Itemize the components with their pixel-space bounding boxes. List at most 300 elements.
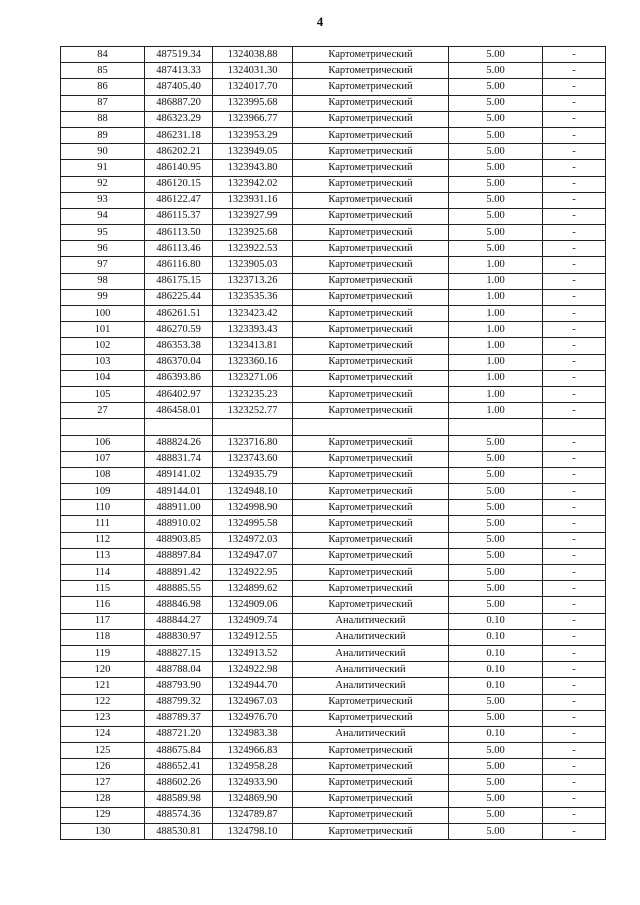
point-number-cell: 101 (61, 322, 145, 338)
table-row (61, 824, 606, 840)
method-cell: Картометрический (293, 322, 449, 338)
note-cell: - (543, 306, 606, 322)
note-cell: - (543, 548, 606, 564)
method-cell: Картометрический (293, 370, 449, 386)
table-row (61, 629, 606, 645)
table-row (61, 678, 606, 694)
accuracy-cell: 1.00 (449, 338, 543, 354)
x-coordinate-cell: 488830.97 (145, 629, 213, 645)
method-cell: Картометрический (293, 548, 449, 564)
point-number-cell: 97 (61, 257, 145, 273)
x-coordinate-cell: 488788.04 (145, 662, 213, 678)
point-number-cell: 94 (61, 208, 145, 224)
note-cell: - (543, 79, 606, 95)
table-row (61, 548, 606, 564)
y-coordinate-cell: 1324899.62 (213, 581, 293, 597)
table-row (61, 192, 606, 208)
point-number-cell: 122 (61, 694, 145, 710)
table-row (61, 47, 606, 63)
y-coordinate-cell: 1323235.23 (213, 386, 293, 402)
accuracy-cell: 5.00 (449, 241, 543, 257)
note-cell: - (543, 565, 606, 581)
method-cell: Картометрический (293, 532, 449, 548)
y-coordinate-cell: 1323943.80 (213, 160, 293, 176)
y-coordinate-cell: 1323922.53 (213, 241, 293, 257)
accuracy-cell: 5.00 (449, 516, 543, 532)
x-coordinate-cell: 488910.02 (145, 516, 213, 532)
note-cell: - (543, 710, 606, 726)
y-coordinate-cell: 1323252.77 (213, 403, 293, 419)
point-number-cell: 109 (61, 484, 145, 500)
method-cell: Картометрический (293, 435, 449, 451)
note-cell: - (543, 208, 606, 224)
y-coordinate-cell: 1323535.36 (213, 289, 293, 305)
point-number-cell: 91 (61, 160, 145, 176)
x-coordinate-cell: 488897.84 (145, 548, 213, 564)
note-cell: - (543, 791, 606, 807)
note-cell: - (543, 645, 606, 661)
table-row (61, 403, 606, 419)
x-coordinate-cell: 488891.42 (145, 565, 213, 581)
method-cell: Картометрический (293, 597, 449, 613)
table-row (61, 354, 606, 370)
y-coordinate-cell: 1323271.06 (213, 370, 293, 386)
x-coordinate-cell: 486113.46 (145, 241, 213, 257)
accuracy-cell: 1.00 (449, 257, 543, 273)
table-row (61, 176, 606, 192)
y-coordinate-cell: 1324998.90 (213, 500, 293, 516)
point-number-cell: 103 (61, 354, 145, 370)
table-row (61, 500, 606, 516)
note-cell: - (543, 759, 606, 775)
table-row (61, 306, 606, 322)
y-coordinate-cell: 1323966.77 (213, 111, 293, 127)
method-cell: Картометрический (293, 565, 449, 581)
x-coordinate-cell: 486887.20 (145, 95, 213, 111)
note-cell: - (543, 111, 606, 127)
y-coordinate-cell: 1323925.68 (213, 225, 293, 241)
table-row (61, 807, 606, 823)
method-cell: Картометрический (293, 79, 449, 95)
note-cell: - (543, 273, 606, 289)
y-coordinate-cell: 1324966.83 (213, 743, 293, 759)
table-row (61, 419, 606, 435)
point-number-cell: 129 (61, 807, 145, 823)
point-number-cell: 110 (61, 500, 145, 516)
x-coordinate-cell: 486225.44 (145, 289, 213, 305)
x-coordinate-cell: 486402.97 (145, 386, 213, 402)
note-cell: - (543, 467, 606, 483)
method-cell: Картометрический (293, 451, 449, 467)
x-coordinate-cell: 486393.86 (145, 370, 213, 386)
x-coordinate-cell: 488530.81 (145, 824, 213, 840)
note-cell: - (543, 95, 606, 111)
x-coordinate-cell: 489144.01 (145, 484, 213, 500)
method-cell: Картометрический (293, 759, 449, 775)
method-cell (293, 419, 449, 435)
method-cell: Аналитический (293, 613, 449, 629)
y-coordinate-cell: 1323995.68 (213, 95, 293, 111)
x-coordinate-cell: 487405.40 (145, 79, 213, 95)
y-coordinate-cell: 1323716.80 (213, 435, 293, 451)
table-row (61, 613, 606, 629)
y-coordinate-cell: 1323413.81 (213, 338, 293, 354)
accuracy-cell: 5.00 (449, 47, 543, 63)
accuracy-cell: 1.00 (449, 354, 543, 370)
y-coordinate-cell: 1323949.05 (213, 144, 293, 160)
x-coordinate-cell: 487519.34 (145, 47, 213, 63)
point-number-cell: 121 (61, 678, 145, 694)
method-cell: Картометрический (293, 241, 449, 257)
method-cell: Аналитический (293, 645, 449, 661)
table-row (61, 273, 606, 289)
x-coordinate-cell: 489141.02 (145, 467, 213, 483)
coordinates-table (60, 46, 606, 840)
accuracy-cell: 5.00 (449, 127, 543, 143)
note-cell: - (543, 144, 606, 160)
x-coordinate-cell: 488799.32 (145, 694, 213, 710)
method-cell: Картометрический (293, 386, 449, 402)
y-coordinate-cell: 1324922.95 (213, 565, 293, 581)
y-coordinate-cell: 1324909.06 (213, 597, 293, 613)
x-coordinate-cell: 486353.38 (145, 338, 213, 354)
table-row (61, 386, 606, 402)
point-number-cell: 115 (61, 581, 145, 597)
method-cell: Картометрический (293, 306, 449, 322)
point-number-cell: 119 (61, 645, 145, 661)
y-coordinate-cell: 1324995.58 (213, 516, 293, 532)
table-row (61, 451, 606, 467)
point-number-cell: 127 (61, 775, 145, 791)
point-number-cell: 102 (61, 338, 145, 354)
method-cell: Картометрический (293, 192, 449, 208)
note-cell: - (543, 47, 606, 63)
x-coordinate-cell (145, 419, 213, 435)
method-cell: Картометрический (293, 208, 449, 224)
accuracy-cell: 5.00 (449, 208, 543, 224)
table-row (61, 791, 606, 807)
accuracy-cell: 5.00 (449, 775, 543, 791)
accuracy-cell: 1.00 (449, 403, 543, 419)
x-coordinate-cell: 486120.15 (145, 176, 213, 192)
table-row (61, 225, 606, 241)
point-number-cell: 100 (61, 306, 145, 322)
table-row (61, 645, 606, 661)
accuracy-cell: 5.00 (449, 111, 543, 127)
x-coordinate-cell: 488602.26 (145, 775, 213, 791)
accuracy-cell: 1.00 (449, 289, 543, 305)
accuracy-cell: 5.00 (449, 500, 543, 516)
point-number-cell: 105 (61, 386, 145, 402)
x-coordinate-cell: 488885.55 (145, 581, 213, 597)
method-cell: Картометрический (293, 225, 449, 241)
note-cell: - (543, 451, 606, 467)
method-cell: Картометрический (293, 581, 449, 597)
note-cell: - (543, 435, 606, 451)
accuracy-cell: 1.00 (449, 273, 543, 289)
y-coordinate-cell: 1324983.38 (213, 726, 293, 742)
method-cell: Картометрический (293, 338, 449, 354)
point-number-cell: 124 (61, 726, 145, 742)
note-cell: - (543, 63, 606, 79)
accuracy-cell: 5.00 (449, 225, 543, 241)
y-coordinate-cell: 1324789.87 (213, 807, 293, 823)
y-coordinate-cell: 1324031.30 (213, 63, 293, 79)
table-row (61, 775, 606, 791)
page-number: 4 (316, 14, 324, 29)
note-cell: - (543, 516, 606, 532)
note-cell: - (543, 241, 606, 257)
note-cell: - (543, 322, 606, 338)
point-number-cell: 98 (61, 273, 145, 289)
accuracy-cell: 5.00 (449, 710, 543, 726)
note-cell: - (543, 597, 606, 613)
point-number-cell: 92 (61, 176, 145, 192)
method-cell: Картометрический (293, 775, 449, 791)
point-number-cell: 84 (61, 47, 145, 63)
accuracy-cell: 5.00 (449, 144, 543, 160)
x-coordinate-cell: 486370.04 (145, 354, 213, 370)
x-coordinate-cell: 488827.15 (145, 645, 213, 661)
accuracy-cell: 5.00 (449, 435, 543, 451)
point-number-cell: 116 (61, 597, 145, 613)
point-number-cell: 130 (61, 824, 145, 840)
x-coordinate-cell: 488831.74 (145, 451, 213, 467)
note-cell: - (543, 532, 606, 548)
point-number-cell: 113 (61, 548, 145, 564)
y-coordinate-cell: 1323743.60 (213, 451, 293, 467)
y-coordinate-cell: 1323360.16 (213, 354, 293, 370)
method-cell: Картометрический (293, 160, 449, 176)
table-row (61, 662, 606, 678)
method-cell: Картометрический (293, 289, 449, 305)
x-coordinate-cell: 488652.41 (145, 759, 213, 775)
y-coordinate-cell: 1324947.07 (213, 548, 293, 564)
point-number-cell: 96 (61, 241, 145, 257)
y-coordinate-cell: 1323423.42 (213, 306, 293, 322)
x-coordinate-cell: 488721.20 (145, 726, 213, 742)
y-coordinate-cell: 1323905.03 (213, 257, 293, 273)
accuracy-cell: 5.00 (449, 694, 543, 710)
table-row (61, 597, 606, 613)
x-coordinate-cell: 486261.51 (145, 306, 213, 322)
x-coordinate-cell: 488675.84 (145, 743, 213, 759)
note-cell (543, 419, 606, 435)
accuracy-cell: 5.00 (449, 759, 543, 775)
accuracy-cell: 5.00 (449, 791, 543, 807)
x-coordinate-cell: 486175.15 (145, 273, 213, 289)
method-cell: Картометрический (293, 47, 449, 63)
accuracy-cell: 5.00 (449, 548, 543, 564)
point-number-cell: 108 (61, 467, 145, 483)
table-row (61, 581, 606, 597)
table-row (61, 759, 606, 775)
point-number-cell: 120 (61, 662, 145, 678)
accuracy-cell: 5.00 (449, 192, 543, 208)
method-cell: Картометрический (293, 500, 449, 516)
y-coordinate-cell: 1324935.79 (213, 467, 293, 483)
method-cell: Картометрический (293, 257, 449, 273)
method-cell: Аналитический (293, 629, 449, 645)
x-coordinate-cell: 486202.21 (145, 144, 213, 160)
x-coordinate-cell: 486113.50 (145, 225, 213, 241)
accuracy-cell: 0.10 (449, 678, 543, 694)
table-row (61, 710, 606, 726)
point-number-cell (61, 419, 145, 435)
table-row (61, 79, 606, 95)
y-coordinate-cell: 1324909.74 (213, 613, 293, 629)
point-number-cell: 27 (61, 403, 145, 419)
y-coordinate-cell: 1324922.98 (213, 662, 293, 678)
x-coordinate-cell: 488911.00 (145, 500, 213, 516)
point-number-cell: 107 (61, 451, 145, 467)
accuracy-cell: 5.00 (449, 581, 543, 597)
table-row (61, 257, 606, 273)
table-row (61, 565, 606, 581)
point-number-cell: 99 (61, 289, 145, 305)
x-coordinate-cell: 488589.98 (145, 791, 213, 807)
y-coordinate-cell: 1324038.88 (213, 47, 293, 63)
note-cell: - (543, 743, 606, 759)
x-coordinate-cell: 488824.26 (145, 435, 213, 451)
table-row (61, 160, 606, 176)
method-cell: Картометрический (293, 484, 449, 500)
table-row (61, 516, 606, 532)
x-coordinate-cell: 486323.29 (145, 111, 213, 127)
x-coordinate-cell: 488846.98 (145, 597, 213, 613)
method-cell: Аналитический (293, 726, 449, 742)
y-coordinate-cell: 1324948.10 (213, 484, 293, 500)
table-row (61, 338, 606, 354)
y-coordinate-cell: 1324967.03 (213, 694, 293, 710)
point-number-cell: 111 (61, 516, 145, 532)
method-cell: Аналитический (293, 678, 449, 694)
method-cell: Картометрический (293, 354, 449, 370)
note-cell: - (543, 354, 606, 370)
note-cell: - (543, 403, 606, 419)
point-number-cell: 126 (61, 759, 145, 775)
y-coordinate-cell: 1323942.02 (213, 176, 293, 192)
method-cell: Картометрический (293, 824, 449, 840)
point-number-cell: 89 (61, 127, 145, 143)
point-number-cell: 104 (61, 370, 145, 386)
accuracy-cell: 1.00 (449, 322, 543, 338)
note-cell: - (543, 225, 606, 241)
accuracy-cell: 5.00 (449, 451, 543, 467)
method-cell: Картометрический (293, 807, 449, 823)
x-coordinate-cell: 488789.37 (145, 710, 213, 726)
method-cell: Картометрический (293, 791, 449, 807)
note-cell: - (543, 678, 606, 694)
table-row (61, 63, 606, 79)
accuracy-cell: 1.00 (449, 370, 543, 386)
method-cell: Картометрический (293, 144, 449, 160)
point-number-cell: 125 (61, 743, 145, 759)
table-row (61, 144, 606, 160)
table-row (61, 127, 606, 143)
point-number-cell: 118 (61, 629, 145, 645)
point-number-cell: 112 (61, 532, 145, 548)
point-number-cell: 123 (61, 710, 145, 726)
table-row (61, 467, 606, 483)
method-cell: Картометрический (293, 516, 449, 532)
point-number-cell: 95 (61, 225, 145, 241)
note-cell: - (543, 257, 606, 273)
y-coordinate-cell: 1323931.16 (213, 192, 293, 208)
y-coordinate-cell (213, 419, 293, 435)
table-row (61, 484, 606, 500)
accuracy-cell: 5.00 (449, 95, 543, 111)
point-number-cell: 93 (61, 192, 145, 208)
note-cell: - (543, 370, 606, 386)
accuracy-cell: 0.10 (449, 662, 543, 678)
method-cell: Картометрический (293, 743, 449, 759)
accuracy-cell: 5.00 (449, 824, 543, 840)
note-cell: - (543, 629, 606, 645)
accuracy-cell: 0.10 (449, 645, 543, 661)
x-coordinate-cell: 486122.47 (145, 192, 213, 208)
accuracy-cell: 5.00 (449, 467, 543, 483)
table-row (61, 694, 606, 710)
y-coordinate-cell: 1323393.43 (213, 322, 293, 338)
accuracy-cell: 5.00 (449, 597, 543, 613)
method-cell: Картометрический (293, 95, 449, 111)
accuracy-cell: 5.00 (449, 79, 543, 95)
y-coordinate-cell: 1324972.03 (213, 532, 293, 548)
table-row (61, 289, 606, 305)
x-coordinate-cell: 486116.80 (145, 257, 213, 273)
note-cell: - (543, 192, 606, 208)
accuracy-cell: 5.00 (449, 63, 543, 79)
point-number-cell: 114 (61, 565, 145, 581)
y-coordinate-cell: 1324958.28 (213, 759, 293, 775)
method-cell: Картометрический (293, 127, 449, 143)
accuracy-cell: 1.00 (449, 386, 543, 402)
accuracy-cell: 5.00 (449, 176, 543, 192)
table-row (61, 370, 606, 386)
accuracy-cell: 5.00 (449, 807, 543, 823)
y-coordinate-cell: 1324798.10 (213, 824, 293, 840)
table-row (61, 111, 606, 127)
note-cell: - (543, 726, 606, 742)
accuracy-cell: 5.00 (449, 484, 543, 500)
x-coordinate-cell: 488903.85 (145, 532, 213, 548)
note-cell: - (543, 694, 606, 710)
method-cell: Картометрический (293, 403, 449, 419)
y-coordinate-cell: 1323953.29 (213, 127, 293, 143)
note-cell: - (543, 176, 606, 192)
table-row (61, 322, 606, 338)
note-cell: - (543, 127, 606, 143)
note-cell: - (543, 160, 606, 176)
point-number-cell: 86 (61, 79, 145, 95)
note-cell: - (543, 289, 606, 305)
x-coordinate-cell: 488574.36 (145, 807, 213, 823)
note-cell: - (543, 500, 606, 516)
accuracy-cell: 0.10 (449, 726, 543, 742)
note-cell: - (543, 484, 606, 500)
y-coordinate-cell: 1324017.70 (213, 79, 293, 95)
y-coordinate-cell: 1323927.99 (213, 208, 293, 224)
point-number-cell: 88 (61, 111, 145, 127)
x-coordinate-cell: 486140.95 (145, 160, 213, 176)
point-number-cell: 87 (61, 95, 145, 111)
table-row (61, 743, 606, 759)
note-cell: - (543, 775, 606, 791)
method-cell: Картометрический (293, 63, 449, 79)
x-coordinate-cell: 488793.90 (145, 678, 213, 694)
y-coordinate-cell: 1324913.52 (213, 645, 293, 661)
